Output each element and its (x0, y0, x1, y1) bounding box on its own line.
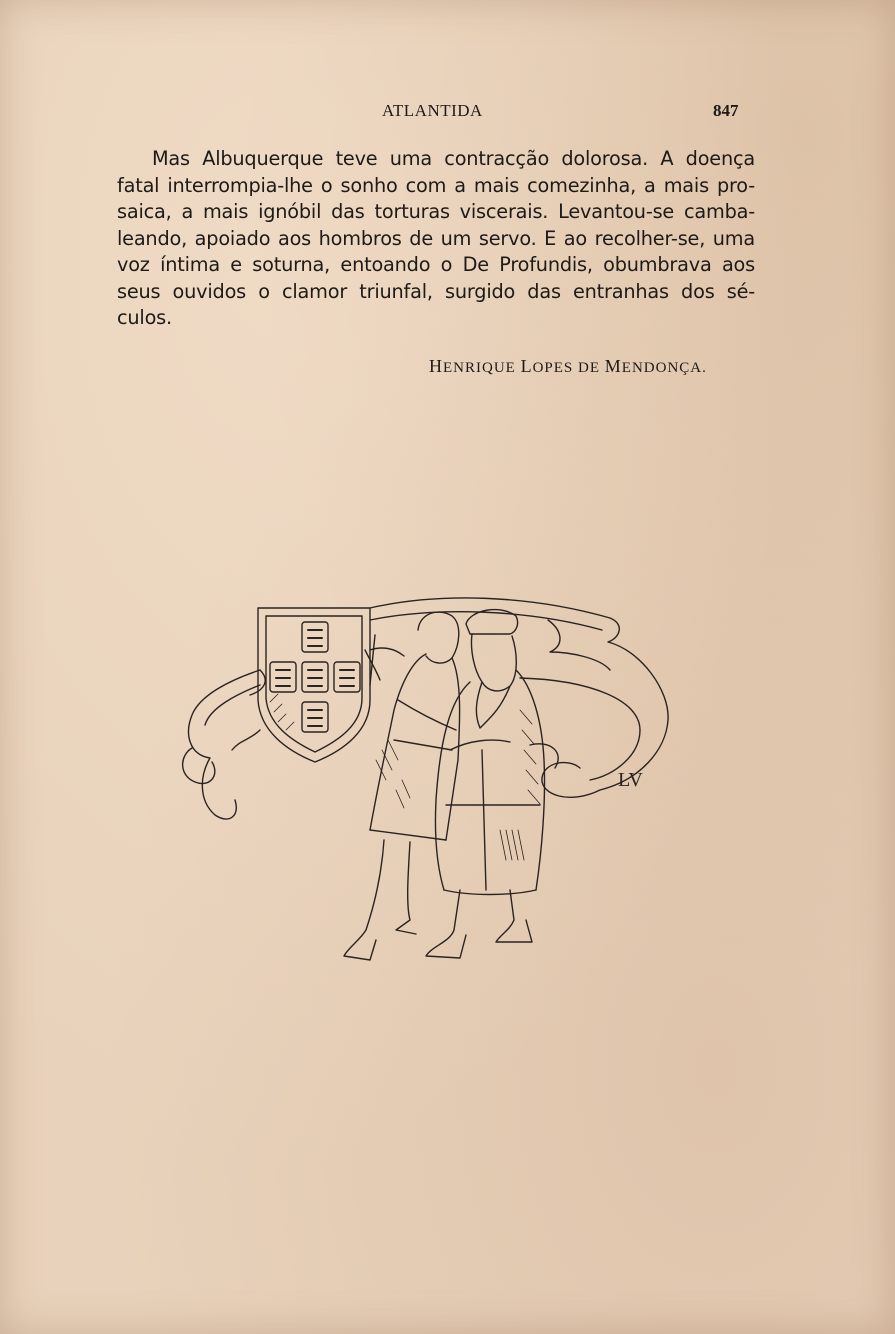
text-line: voz íntima e soturna, entoando o De Profundis, obumbrava aos (117, 253, 755, 276)
text-line: leando, apoiado aos hombros de um servo. E ao recolher-se, uma (117, 226, 755, 250)
ribbon-banner (183, 598, 668, 819)
artist-monogram: LV (618, 769, 643, 791)
text-line: fatal interrompia-lhe o sonho com a mais comezinha, a mais pro- (117, 173, 755, 197)
text-line: culos. (117, 306, 172, 329)
text-line: saica, a mais ignóbil das torturas viscerais. Levantou-se camba- (117, 200, 755, 223)
text-line: seus ouvidos o clamor triunfal, surgido das entranhas dos sé- (117, 279, 755, 303)
albuquerque-figure (426, 610, 545, 958)
author-signature: HENRIQUE LOPES DE MENDONÇA. (429, 356, 707, 376)
engraved-illustration (170, 590, 680, 980)
text-line: Mas Albuquerque teve uma contracção dolorosa. A doença (152, 147, 755, 170)
coat-of-arms-shield (258, 608, 370, 762)
body-paragraph (117, 146, 755, 332)
running-title: ATLANTIDA (382, 101, 483, 120)
page-number: 847 (713, 101, 739, 120)
